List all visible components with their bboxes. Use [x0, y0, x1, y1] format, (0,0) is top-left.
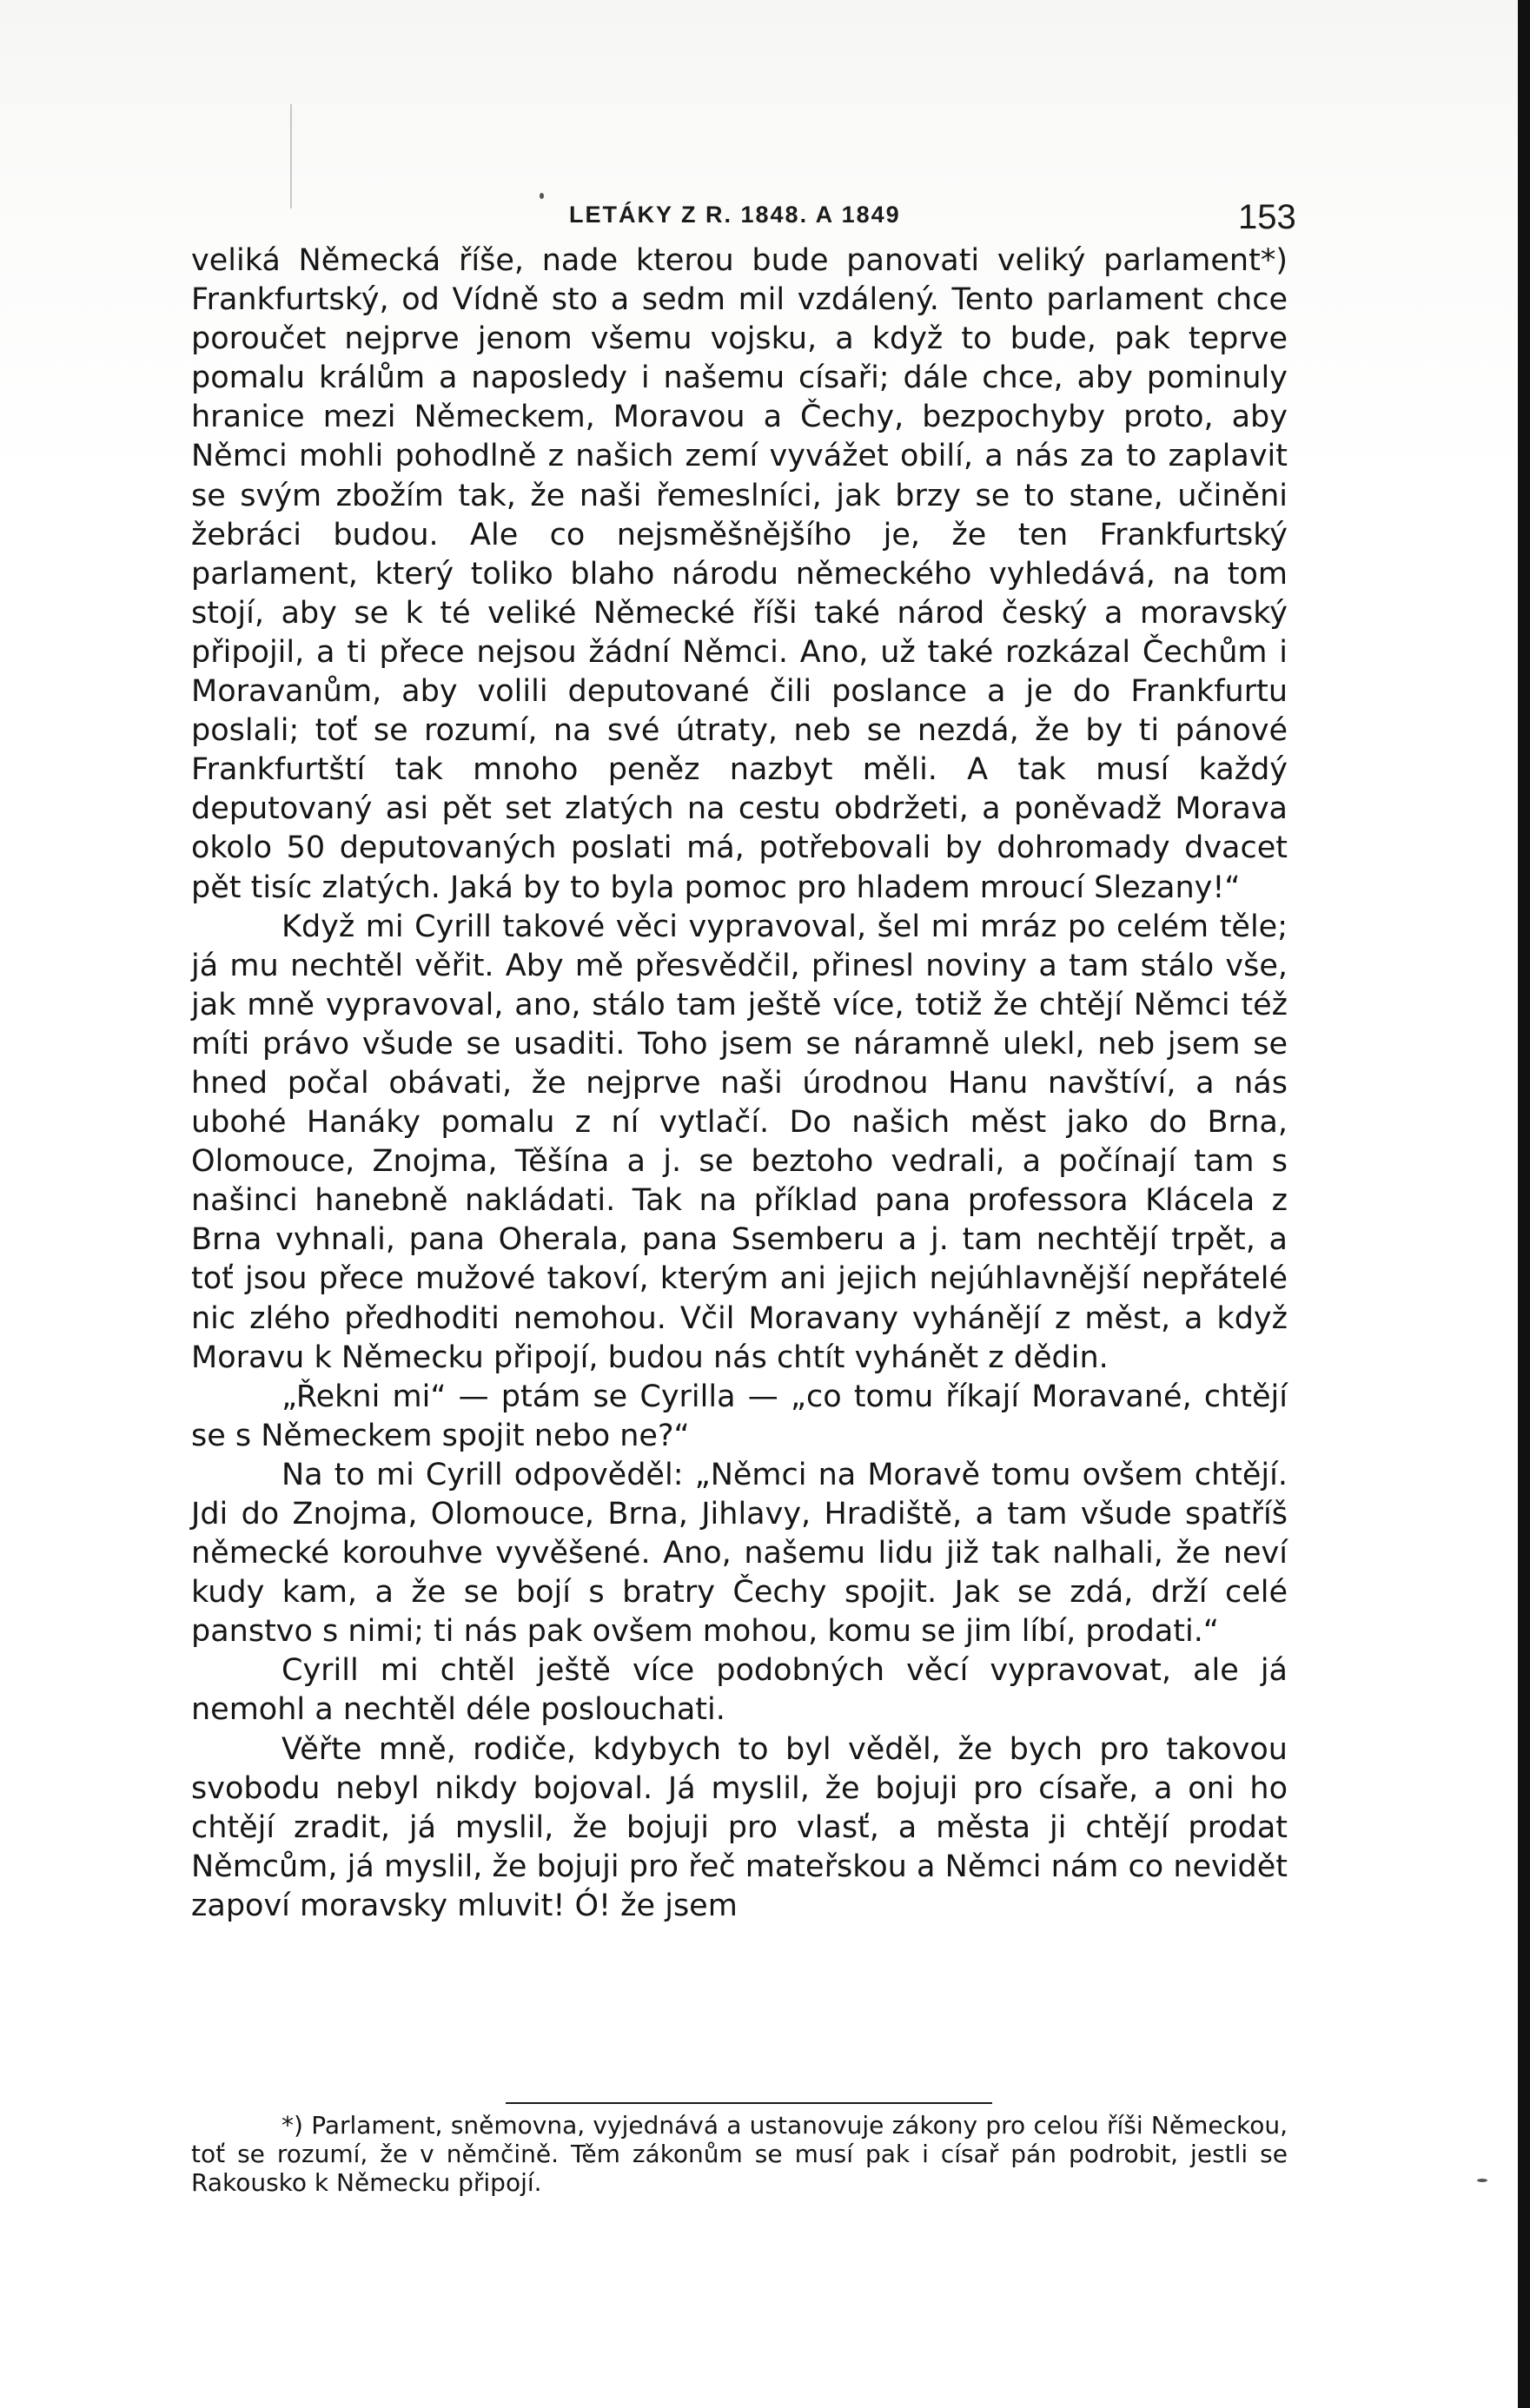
paragraph: „Řekni mi“ — ptám se Cyrilla — „co tomu říkají Moravané, chtějí se s Německem spojit nebo ne?“ — [191, 1379, 1288, 1453]
footnote-text: *) Parlament, sněmovna, vyjednává a ustanovuje zákony pro celou říši Německou, toť se rozumí, že v němčině. Těm zákonům se musí pak i císař pán podrobit, jestli se Rakousko k Německu připojí. — [191, 2111, 1288, 2197]
paragraph: Cyrill mi chtěl ještě více podobných věcí vypravovat, ale já nemohl a nechtěl déle poslouchati. — [191, 1653, 1288, 1728]
scan-edge-shadow — [1518, 0, 1530, 2408]
scan-fold-mark — [290, 104, 292, 208]
body-text — [191, 241, 1288, 1926]
paragraph: Když mi Cyrill takové věci vypravoval, šel mi mráz po celém těle; já mu nechtěl věřit. Aby mě přesvědčil, přinesl noviny a tam stálo vše, jak mně vypravoval, ano, stálo tam ještě více, totiž že chtějí Němci též míti právo všude se usaditi. Toho jsem se náramně ulekl, neb jsem se hned počal obávati, že nejprve naši úrodnou Hanu navštíví, a nás ubohé Hanáky pomalu z ní vytlačí. Do našich měst jako do Brna, Olomouce, Znojma, Těšína a j. se beztoho vedrali, a počínají tam s našinci hanebně nakládati. Tak na příklad pana professora Klácela z Brna vyhnali, pana Oherala, pana Ssemberu a j. tam nechtějí trpět, a toť jsou přece mužové takoví, kterým ani jejich nejúhlavnější nepřátelé nic zlého předhoditi nemohou. Včil Moravany vyhánějí z měst, a když Moravu k Německu připojí, budou nás chtít vyhánět z dědin. — [191, 909, 1288, 1375]
paragraph: veliká Německá říše, nade kterou bude panovati veliký parlament*) Frankfurtský, od Vídně sto a sedm mil vzdálený. Tento parlament chce poroučet nejprve jenom všemu vojsku, a když to bude, pak teprve pomalu králům a naposledy i našemu císaři; dále chce, aby pominuly hranice mezi Německem, Moravou a Čechy, bezpochyby proto, aby Němci mohli pohodlně z našich zemí vyvážet obilí, a nás za to zaplavit se svým zbožím tak, že naši řemeslníci, jak brzy se to stane, učiněni žebráci budou. Ale co nejsměšnějšího je, že ten Frankfurtský parlament, který toliko blaho národu německého vyhledává, na tom stojí, aby se k té veliké Německé říši také národ český a moravský připojil, a ti přece nejsou žádní Němci. Ano, už také rozkázal Čechům i Moravanům, aby volili deputované čili poslance a je do Frankfurtu poslali; toť se rozumí, na své útraty, neb se nezdá, že by ti pánové Frankfurtští tak mnoho peněz nazbyt měli. A tak musí každý deputovaný asi pět set zlatých na cestu obdržeti, a poněvadž Morava okolo 50 deputovaných poslati má, potřebovali by dohromady dvacet pět tisíc zlatých. Jaká by to byla pomoc pro hladem mroucí Slezany!“ — [191, 243, 1288, 905]
page-number: 153 — [1238, 198, 1296, 236]
paragraph: Na to mi Cyrill odpověděl: „Němci na Moravě tomu ovšem chtějí. Jdi do Znojma, Olomouce, Brna, Jihlavy, Hradiště, a tam všude spatříš německé korouhve vyvěšené. Ano, našemu lidu již tak nalhali, že neví kudy kam, a že se bojí s bratry Čechy spojit. Jak se zdá, drží celé panstvo s nimi; ti nás pak ovšem mohou, komu se jim líbí, prodati.“ — [191, 1457, 1288, 1650]
footnote-divider — [506, 2102, 992, 2104]
running-head: LETÁKY Z R. 1848. A 1849 — [569, 202, 901, 228]
footnote — [191, 2111, 1288, 2197]
scan-speck — [1477, 2179, 1487, 2182]
scan-speck — [540, 193, 544, 199]
paragraph: Věřte mně, rodiče, kdybych to byl věděl, že bych pro takovou svobodu nebyl nikdy bojoval. Já myslil, že bojuji pro císaře, a oni ho chtějí zradit, já myslil, že bojuji pro vlasť, a města ji chtějí prodat Němcům, já myslil, že bojuji pro řeč mateřskou a Němci nám co nevidět zapoví moravsky mluvit! Ó! že jsem — [191, 1731, 1288, 1923]
